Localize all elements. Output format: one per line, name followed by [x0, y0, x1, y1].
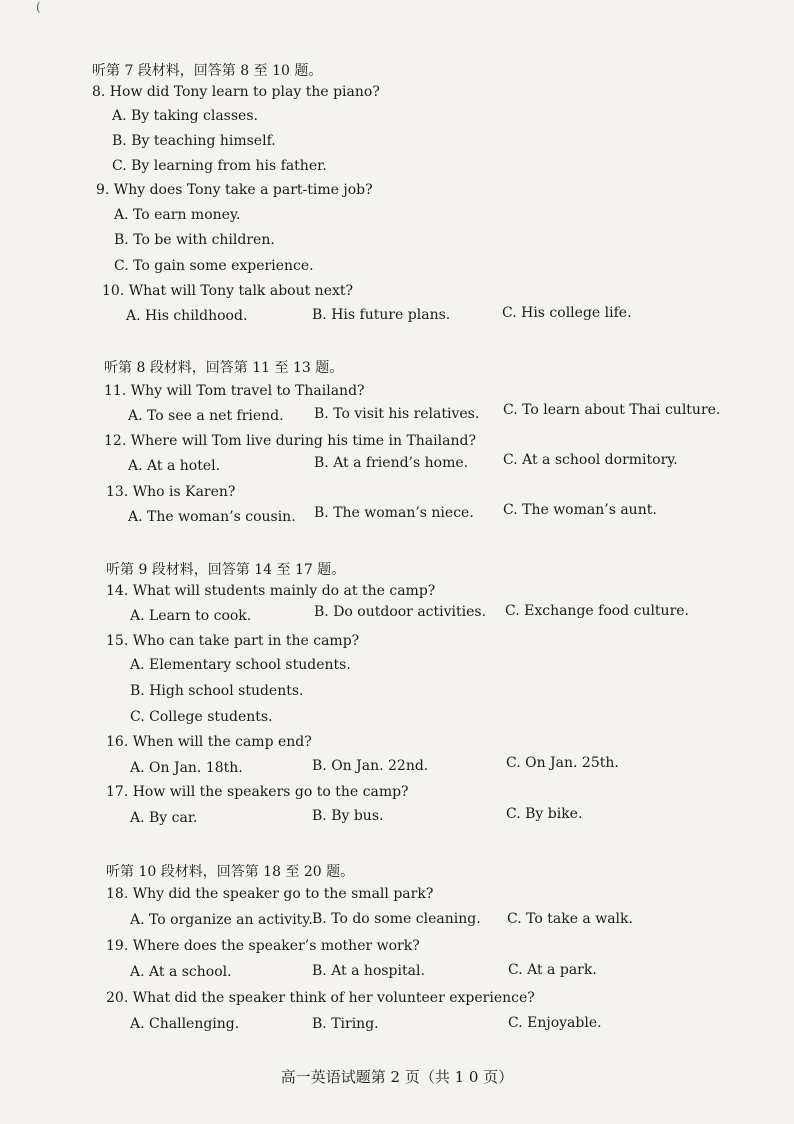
question-12-option-b: B. At a friend’s home. — [314, 455, 469, 471]
question-20-option-b: B. Tiring. — [312, 1016, 379, 1032]
question-16-option-a: A. On Jan. 18th. — [130, 760, 243, 776]
question-18-option-b: B. To do some cleaning. — [312, 911, 481, 927]
question-16-option-c: C. On Jan. 25th. — [506, 755, 619, 771]
question-8-option-a: A. By taking classes. — [112, 108, 258, 124]
question-19-option-b: B. At a hospital. — [312, 963, 425, 979]
question-9-option-b: B. To be with children. — [114, 232, 275, 248]
question-18: 18. Why did the speaker go to the small park? — [106, 886, 434, 902]
question-8: 8. How did Tony learn to play the piano? — [92, 84, 380, 100]
question-15-option-c: C. College students. — [130, 709, 273, 725]
question-20-option-a: A. Challenging. — [130, 1016, 240, 1032]
question-14-option-b: B. Do outdoor activities. — [314, 604, 487, 620]
question-10-option-b: B. His future plans. — [312, 307, 451, 323]
question-10-option-a: A. His childhood. — [126, 308, 248, 324]
question-19-option-c: C. At a park. — [508, 962, 597, 978]
question-10-option-c: C. His college life. — [502, 305, 632, 321]
question-9-option-c: C. To gain some experience. — [114, 258, 314, 274]
question-14: 14. What will students mainly do at the camp? — [106, 583, 436, 599]
question-15-option-b: B. High school students. — [130, 683, 304, 699]
question-12-option-a: A. At a hotel. — [128, 458, 221, 474]
question-11: 11. Why will Tom travel to Thailand? — [104, 383, 365, 399]
section-9-heading: 听第 9 段材料，回答第 14 至 17 题。 — [106, 562, 346, 578]
question-16: 16. When will the camp end? — [106, 734, 312, 750]
question-18-option-a: A. To organize an activity. — [130, 912, 313, 928]
page-footer: 高一英语试题第 2 页（共 1 0 页） — [280, 1068, 514, 1086]
question-8-option-b: B. By teaching himself. — [112, 133, 276, 149]
section-7-heading: 听第 7 段材料，回答第 8 至 10 题。 — [92, 63, 323, 79]
question-14-option-a: A. Learn to cook. — [130, 608, 252, 624]
scan-mark: ( — [36, 0, 41, 14]
question-13: 13. Who is Karen? — [106, 484, 236, 500]
question-20-option-c: C. Enjoyable. — [508, 1015, 602, 1031]
section-10-heading: 听第 10 段材料，回答第 18 至 20 题。 — [106, 864, 355, 880]
question-15: 15. Who can take part in the camp? — [106, 633, 360, 649]
question-17-option-a: A. By car. — [130, 810, 198, 826]
section-8-heading: 听第 8 段材料，回答第 11 至 13 题。 — [104, 360, 344, 376]
question-12: 12. Where will Tom live during his time in Thailand? — [104, 433, 476, 449]
question-17-option-c: C. By bike. — [506, 806, 583, 822]
question-9: 9. Why does Tony take a part-time job? — [96, 182, 373, 198]
question-12-option-c: C. At a school dormitory. — [503, 452, 678, 468]
question-18-option-c: C. To take a walk. — [507, 911, 633, 927]
question-10: 10. What will Tony talk about next? — [102, 283, 354, 299]
question-14-option-c: C. Exchange food culture. — [505, 603, 690, 619]
question-13-option-b: B. The woman’s niece. — [314, 505, 474, 521]
question-11-option-a: A. To see a net friend. — [128, 408, 284, 424]
question-19-option-a: A. At a school. — [130, 964, 232, 980]
question-17-option-b: B. By bus. — [312, 808, 384, 824]
question-13-option-a: A. The woman’s cousin. — [128, 509, 296, 525]
question-11-option-c: C. To learn about Thai culture. — [503, 402, 721, 418]
question-19: 19. Where does the speaker’s mother work? — [106, 938, 420, 954]
question-15-option-a: A. Elementary school students. — [130, 657, 351, 673]
question-17: 17. How will the speakers go to the camp? — [106, 784, 409, 800]
question-9-option-a: A. To earn money. — [114, 207, 241, 223]
question-8-option-c: C. By learning from his father. — [112, 158, 327, 174]
question-11-option-b: B. To visit his relatives. — [314, 406, 480, 422]
question-16-option-b: B. On Jan. 22nd. — [312, 758, 429, 774]
question-20: 20. What did the speaker think of her volunteer experience? — [106, 990, 535, 1006]
question-13-option-c: C. The woman’s aunt. — [503, 502, 657, 518]
